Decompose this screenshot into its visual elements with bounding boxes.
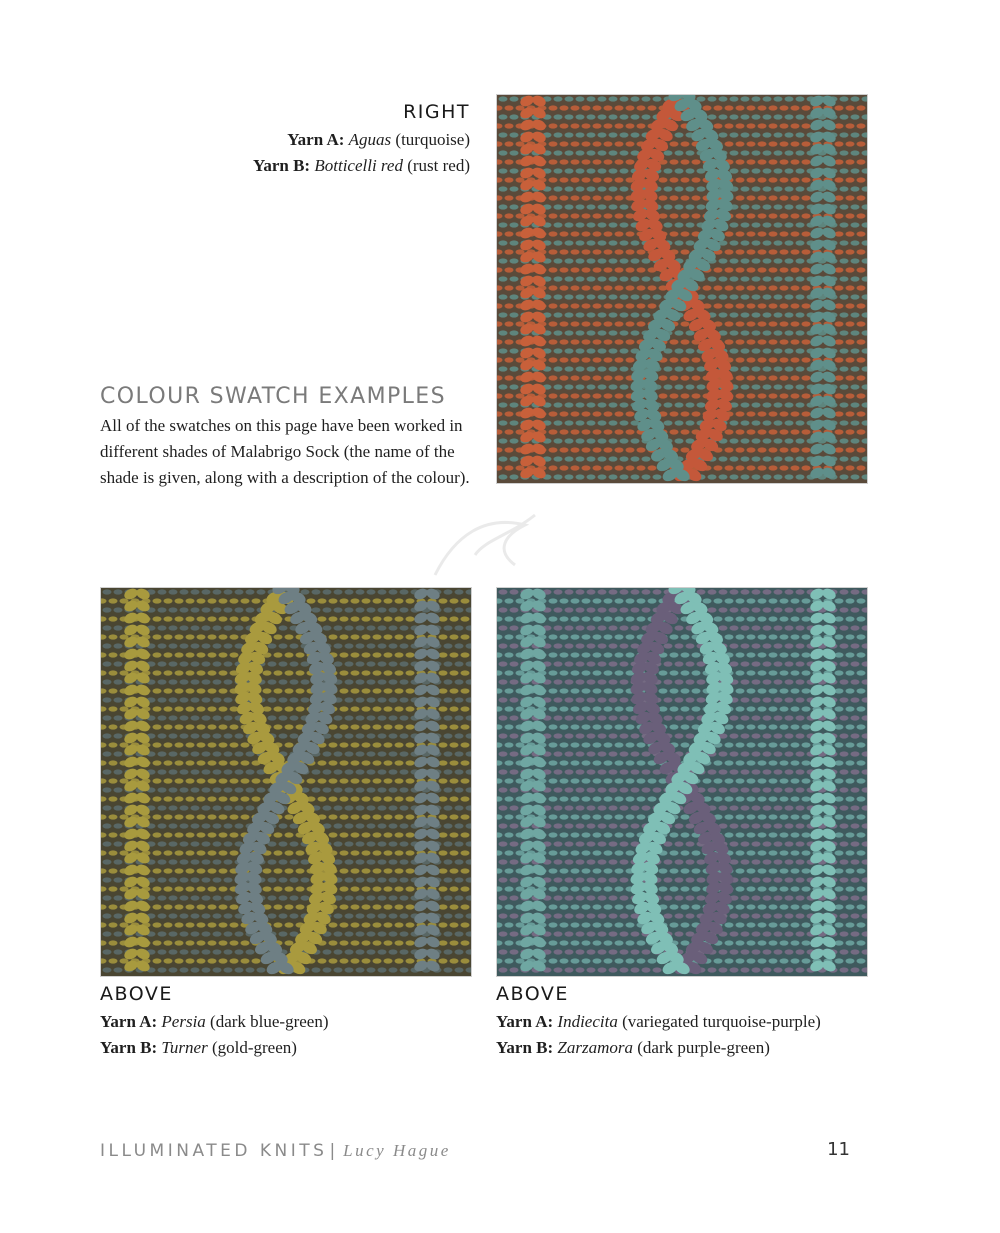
footer-separator: |	[329, 1141, 336, 1161]
caption-bottom-left	[100, 982, 470, 1061]
section-title: COLOUR SWATCH EXAMPLES	[100, 384, 446, 409]
swatch-image-bottom-left	[100, 587, 472, 977]
yarn-a-name: Persia	[161, 1012, 206, 1031]
yarn-a-desc: (dark blue-green)	[205, 1012, 329, 1031]
yarn-a-label: Yarn A:	[496, 1012, 554, 1031]
watermark-ornament	[415, 495, 565, 595]
caption-heading: ABOVE	[496, 983, 569, 1005]
swatch-image-right	[496, 94, 868, 484]
swatch-image-bottom-right	[496, 587, 868, 977]
yarn-a-line	[100, 1009, 470, 1035]
yarn-b-name: Botticelli red	[314, 156, 403, 175]
yarn-a-name: Indiecita	[557, 1012, 618, 1031]
caption-heading: RIGHT	[403, 101, 470, 123]
yarn-a-name: Aguas	[348, 130, 392, 149]
yarn-b-desc: (dark purple-green)	[633, 1038, 770, 1057]
yarn-a-label: Yarn A:	[100, 1012, 158, 1031]
yarn-a-line	[200, 127, 470, 153]
section-body: All of the swatches on this page have been worked in different shades of Malabrigo Sock (the name of the shade is given, along with a description of the colour).	[100, 416, 470, 487]
yarn-b-line	[100, 1035, 470, 1061]
author-name: Lucy Hague	[343, 1141, 451, 1160]
yarn-b-line	[200, 153, 470, 179]
yarn-a-desc: (variegated turquoise-purple)	[617, 1012, 821, 1031]
caption-bottom-right	[496, 982, 866, 1061]
yarn-b-desc: (rust red)	[402, 156, 470, 175]
yarn-b-name: Zarzamora	[557, 1038, 633, 1057]
yarn-b-name: Turner	[161, 1038, 208, 1057]
yarn-b-label: Yarn B:	[252, 156, 311, 175]
caption-right	[200, 100, 470, 179]
yarn-b-line	[496, 1035, 866, 1061]
yarn-b-label: Yarn B:	[496, 1038, 554, 1057]
yarn-b-label: Yarn B:	[100, 1038, 158, 1057]
page-number: 11	[827, 1139, 850, 1160]
yarn-a-desc: (turquoise)	[391, 130, 470, 149]
yarn-a-line	[496, 1009, 866, 1035]
running-footer	[100, 1139, 451, 1163]
yarn-a-label: Yarn A:	[287, 130, 345, 149]
yarn-b-desc: (gold-green)	[207, 1038, 297, 1057]
book-title: ILLUMINATED KNITS	[100, 1141, 328, 1161]
caption-heading: ABOVE	[100, 983, 173, 1005]
